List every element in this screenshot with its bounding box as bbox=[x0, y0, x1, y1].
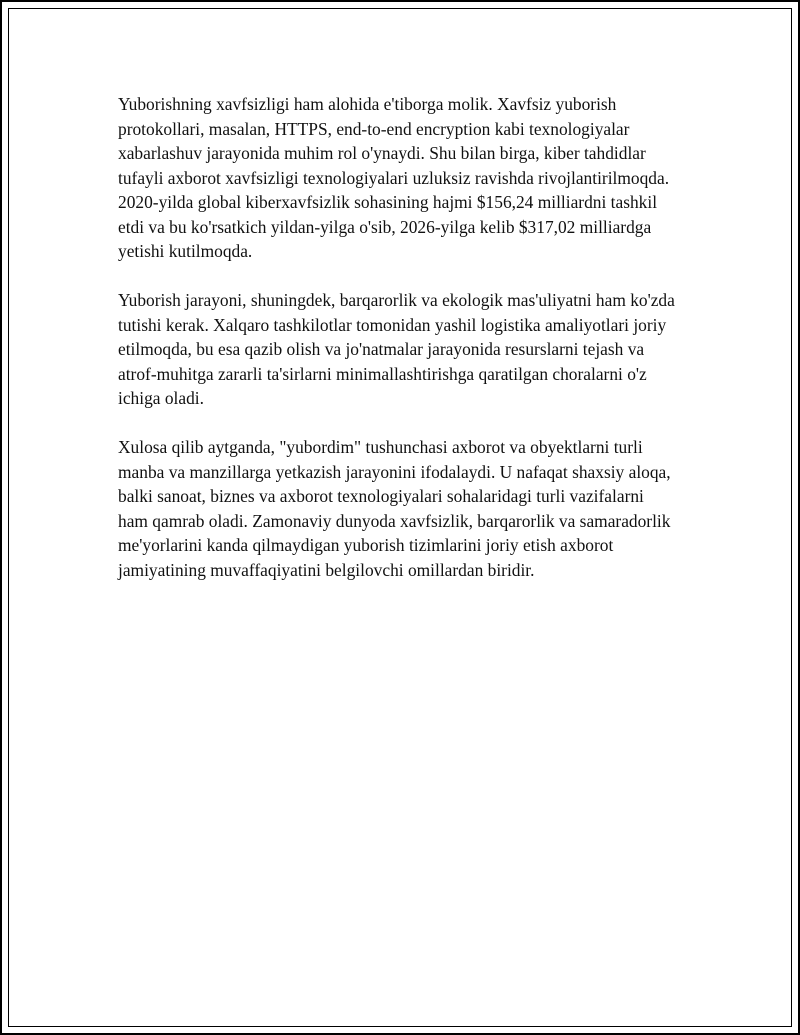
paragraph-sustainability: Yuborish jarayoni, shuningdek, barqarorlik va ekologik mas'uliyatni ham ko'zda tutishi kerak. Xalqaro tashkilotlar tomonidan yashil logistika amaliyotlari joriy etilmoqda, bu esa qazib olish va jo'natmalar jarayonida resurslarni tejash va atrof-muhitga zararli ta'sirlarni minimallashtirishga qaratilgan choralarni o'z ichiga oladi. bbox=[118, 290, 675, 408]
paragraph-conclusion: Xulosa qilib aytganda, "yubordim" tushunchasi axborot va obyektlarni turli manba va manzillarga yetkazish jarayonini ifodalaydi. U nafaqat shaxsiy aloqa, balki sanoat, biznes va axborot texnologiyalari sohalaridagi turli vazifalarni ham qamrab oladi. Zamonaviy dunyoda xavfsizlik, barqarorlik va samaradorlik me'yorlarini kanda qilmaydigan yuborish tizimlarini joriy etish axborot jamiyatining muvaffaqiyatini belgilovchi omillardan biridir. bbox=[118, 437, 671, 580]
paragraph-security: Yuborishning xavfsizligi ham alohida e'tiborga molik. Xavfsiz yuborish protokollari, masalan, HTTPS, end-to-end encryption kabi texnologiyalar xabarlashuv jarayonida muhim rol o'ynaydi. Shu bilan birga, kiber tahdidlar tufayli axborot xavfsizligi texnologiyalari uzluksiz ravishda rivojlantirilmoqda. 2020-yilda global kiberxavfsizlik sohasining hajmi $156,24 milliardni tashkil etdi va bu ko'rsatkich yildan-yilga o'sib, 2026-yilga kelib $317,02 milliardga yetishi kutilmoqda. bbox=[118, 94, 670, 261]
document-body bbox=[118, 92, 678, 607]
